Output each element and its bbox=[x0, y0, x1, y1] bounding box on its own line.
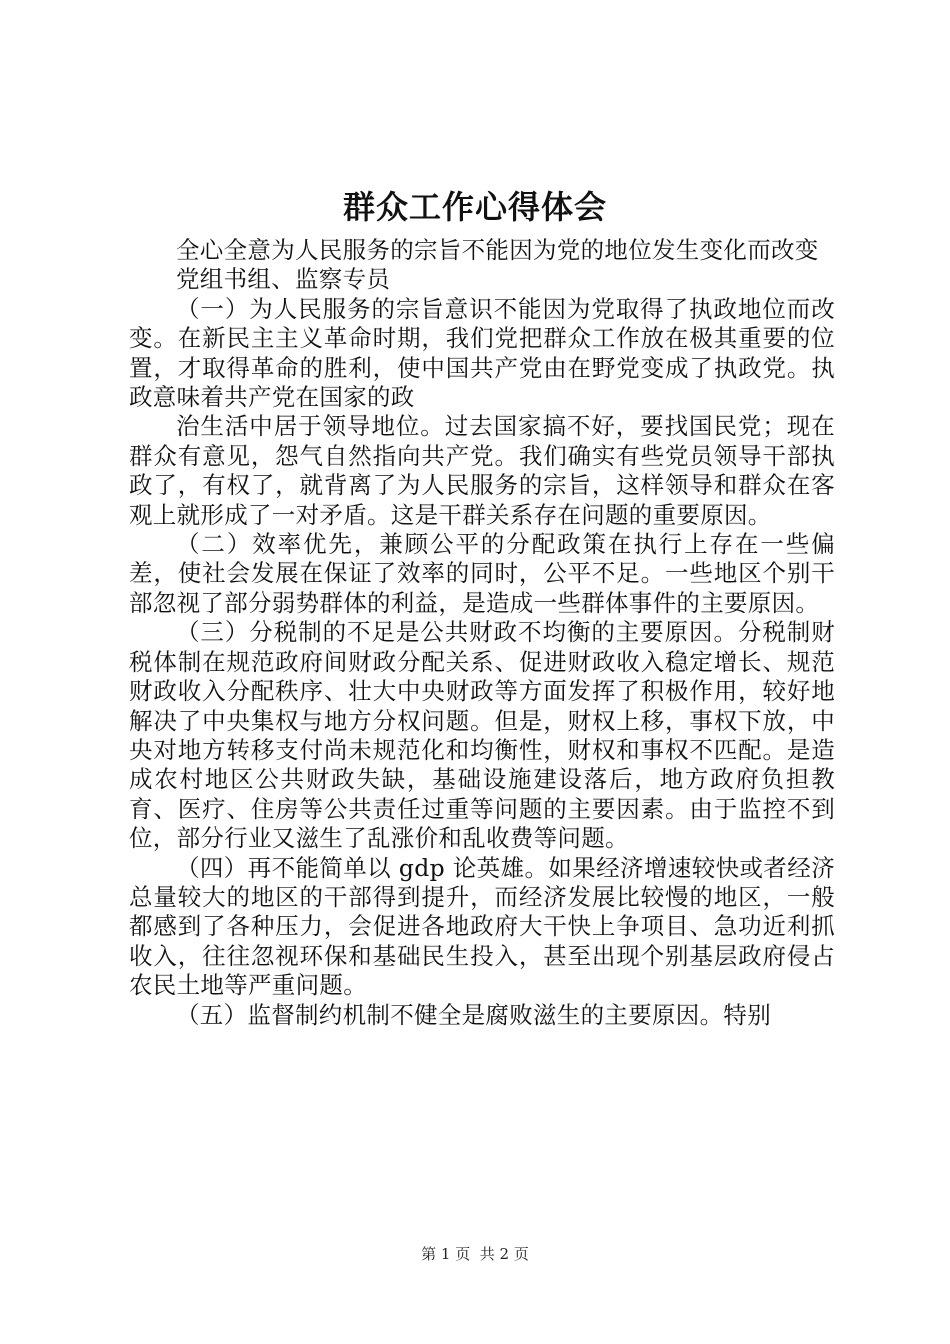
document-body bbox=[129, 236, 835, 1030]
paragraph: （一）为人民服务的宗旨意识不能因为党取得了执政地位而改变。在新民主主义革命时期，我们党把群众工作放在极其重要的位置，才取得革命的胜利，使中国共产党由在野党变成了执政党。执政意味着共产党在国家的政 bbox=[129, 294, 835, 412]
document-title: 群众工作心得体会 bbox=[342, 188, 607, 226]
paragraph: （四）再不能简单以 gdp 论英雄。如果经济增速较快或者经济总量较大的地区的干部得到提升，而经济发展比较慢的地区，一般都感到了各种压力，会促进各地政府大干快上争项目、急功近利抓收入，往往忽视环保和基础民生投入，甚至出现个别基层政府侵占农民土地等严重问题。 bbox=[129, 853, 835, 1000]
footer-separator bbox=[470, 1245, 480, 1263]
paragraph: 全心全意为人民服务的宗旨不能因为党的地位发生变化而改变 bbox=[176, 236, 819, 264]
page-number-current: 第 1 页 bbox=[421, 1245, 471, 1263]
page-number-total: 共 2 页 bbox=[479, 1245, 529, 1263]
page-footer bbox=[0, 1244, 950, 1264]
paragraph: 党组书组、监察专员 bbox=[176, 265, 391, 294]
paragraph: （五）监督制约机制不健全是腐败滋生的主要原因。特别 bbox=[176, 1000, 771, 1029]
paragraph: （二）效率优先，兼顾公平的分配政策在执行上存在一些偏差，使社会发展在保证了效率的同时，公平不足。一些地区个别干部忽视了部分弱势群体的利益，是造成一些群体事件的主要原因。 bbox=[129, 530, 835, 617]
paragraph: 治生活中居于领导地位。过去国家搞不好，要找国民党；现在群众有意见，怨气自然指向共产党。我们确实有些党员领导干部执政了，有权了，就背离了为人民服务的宗旨，这样领导和群众在客观上就形成了一对矛盾。这是干群关系存在问题的重要原因。 bbox=[129, 412, 835, 529]
paragraph: （三）分税制的不足是公共财政不均衡的主要原因。分税制财税体制在规范政府间财政分配关系、促进财政收入稳定增长、规范财政收入分配秩序、壮大中央财政等方面发挥了积极作用，较好地解决了中央集权与地方分权问题。但是，财权上移，事权下放，中央对地方转移支付尚未规范化和均衡性，财权和事权不匹配。是造成农村地区公共财政失缺，基础设施建设落后，地方政府负担教育、医疗、住房等公共责任过重等问题的主要因素。由于监控不到位，部分行业又滋生了乱涨价和乱收费等问题。 bbox=[129, 618, 835, 853]
